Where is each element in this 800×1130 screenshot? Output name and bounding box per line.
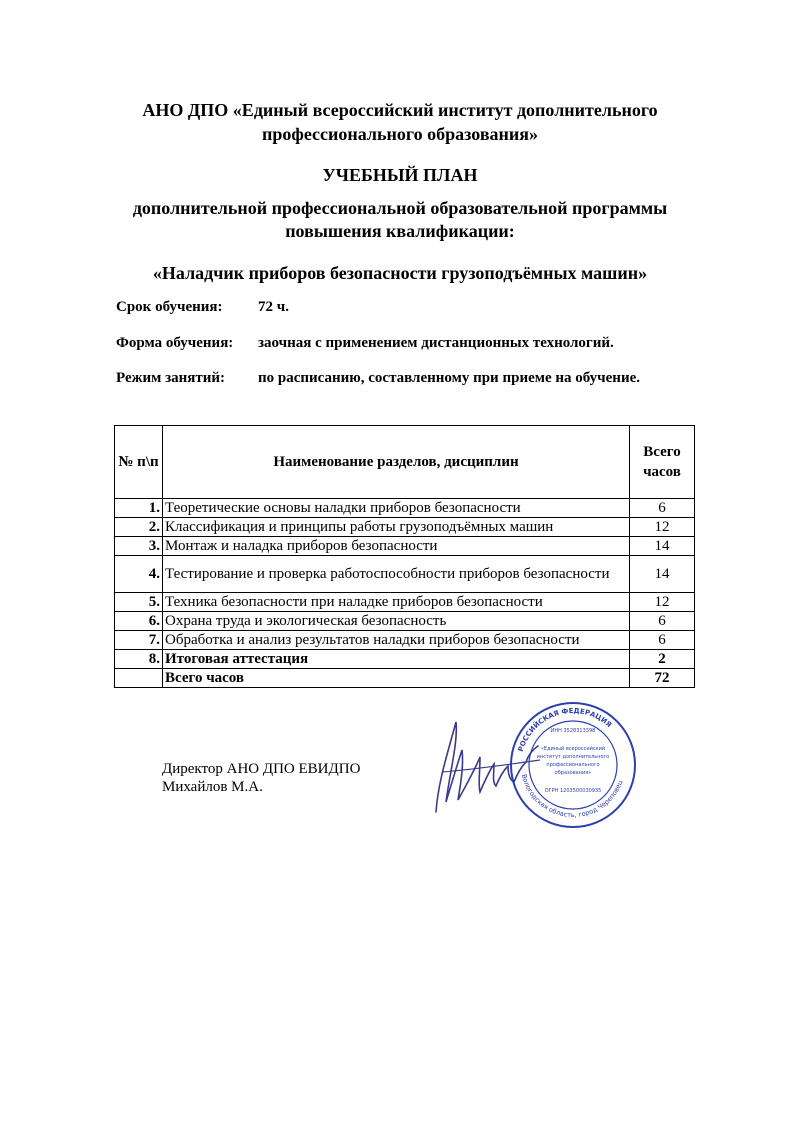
curriculum-table <box>114 425 695 688</box>
form-value: заочная с применением дистанционных технологий. <box>258 335 614 351</box>
organization-name: АНО ДПО «Единый всероссийский институт дополнительного профессионального образования» <box>142 100 658 144</box>
duration-value: 72 ч. <box>258 299 289 315</box>
row-name: Охрана труда и экологическая безопасность <box>163 612 630 631</box>
course-title: «Наладчик приборов безопасности грузоподъёмных машин» <box>152 263 648 283</box>
row-number: 5. <box>115 593 163 612</box>
row-name: Итоговая аттестация <box>163 650 630 669</box>
row-hours: 6 <box>630 612 695 631</box>
form-label: Форма обучения: <box>116 335 234 351</box>
table-row-final-exam <box>115 650 695 669</box>
row-number: 7. <box>115 631 163 650</box>
header-hours: Всего часов <box>630 426 695 499</box>
row-name: Теоретические основы наладки приборов безопасности <box>163 499 630 518</box>
seal-inner-line: институт дополнительного <box>536 754 610 760</box>
row-number: 1. <box>115 499 163 518</box>
seal-inn: ИНН 3528313398 <box>550 728 596 734</box>
mode-label: Режим занятий: <box>116 370 226 386</box>
row-number: 4. <box>115 556 163 593</box>
seal-inner-line: образования» <box>554 770 592 776</box>
table-row <box>115 631 695 650</box>
row-hours: 12 <box>630 518 695 537</box>
director-title: Директор АНО ДПО ЕВИДПО <box>162 761 361 777</box>
table-row <box>115 518 695 537</box>
director-block <box>162 760 360 796</box>
row-hours: 14 <box>630 556 695 593</box>
total-number <box>115 669 163 688</box>
table-row <box>115 499 695 518</box>
seal-bottom-text: Вологодская область, город Череповец <box>519 773 625 820</box>
seal-inner-line: «Единый всероссийский <box>540 746 606 752</box>
row-name: Классификация и принципы работы грузоподъёмных машин <box>163 518 630 537</box>
director-name: Михайлов М.А. <box>162 779 263 795</box>
row-name: Обработка и анализ результатов наладки приборов безопасности <box>163 631 630 650</box>
table-row <box>115 537 695 556</box>
row-name: Техника безопасности при наладке приборов безопасности <box>163 593 630 612</box>
row-number: 2. <box>115 518 163 537</box>
table-row <box>115 593 695 612</box>
total-label: Всего часов <box>163 669 630 688</box>
seal-top-text: РОССИЙСКАЯ ФЕДЕРАЦИЯ <box>516 706 614 753</box>
mode-value: по расписанию, составленному при приеме на обучение. <box>258 370 640 386</box>
row-number: 6. <box>115 612 163 631</box>
total-hours: 72 <box>630 669 695 688</box>
program-description: дополнительной профессиональной образовательной программы повышения квалификации: <box>132 198 668 241</box>
duration-row <box>116 299 289 316</box>
row-hours: 12 <box>630 593 695 612</box>
row-name: Монтаж и наладка приборов безопасности <box>163 537 630 556</box>
organization-seal <box>508 700 638 830</box>
row-number: 3. <box>115 537 163 556</box>
row-hours: 2 <box>630 650 695 669</box>
table-row <box>115 612 695 631</box>
row-hours: 6 <box>630 631 695 650</box>
row-name: Тестирование и проверка работоспособности приборов безопасности <box>163 556 630 593</box>
row-hours: 14 <box>630 537 695 556</box>
table-row-total <box>115 669 695 688</box>
header-name: Наименование разделов, дисциплин <box>163 426 630 499</box>
plan-title: УЧЕБНЫЙ ПЛАН <box>322 165 478 185</box>
form-row <box>116 335 614 352</box>
row-number: 8. <box>115 650 163 669</box>
header-number: № п\п <box>115 426 163 499</box>
row-hours: 6 <box>630 499 695 518</box>
seal-ogrn: ОГРН 1203500030935 <box>544 788 602 794</box>
seal-inner-line: профессионального <box>546 762 600 768</box>
table-header-row <box>115 426 695 499</box>
duration-label: Срок обучения: <box>116 299 223 315</box>
mode-row <box>116 370 640 387</box>
table-row <box>115 556 695 593</box>
